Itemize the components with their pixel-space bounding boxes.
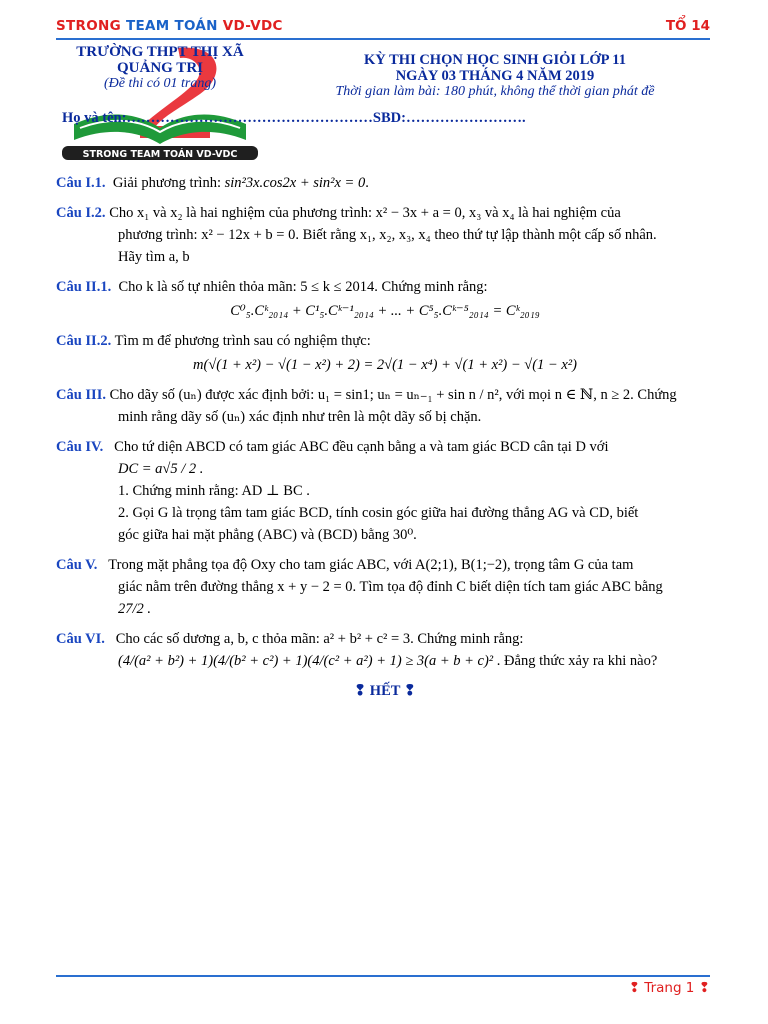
question-label: Câu III.	[56, 387, 106, 403]
question-ii2	[56, 330, 714, 376]
question-line: Trong mặt phẳng tọa độ Oxy cho tam giác ABC, với A(2;1), B(1;−2), trọng tâm G của tam	[108, 557, 634, 573]
brand-part-strong: STRONG	[56, 18, 121, 34]
question-label: Câu V.	[56, 557, 98, 573]
question-text: Giải phương trình:	[112, 175, 221, 191]
question-line: giác nằm trên đường thẳng x + y − 2 = 0. Tìm tọa độ đỉnh C biết diện tích tam giác ABC bằng	[118, 579, 663, 595]
question-subpart-2-cont: góc giữa hai mặt phẳng (ABC) và (BCD) bằng 30⁰.	[118, 527, 417, 543]
school-name-line1: TRƯỜNG THPT THỊ XÃ	[76, 44, 244, 60]
question-line: Cho x₁ và x₂ là hai nghiệm của phương trình: x² − 3x + a = 0, x₃ và x₄ là hai nghiệm của	[109, 205, 621, 221]
question-i2	[56, 202, 714, 268]
question-text: Tìm m để phương trình sau có nghiệm thực:	[114, 333, 371, 349]
question-i1	[56, 172, 714, 194]
question-display-formula: (4/(a² + b²) + 1)(4/(b² + c²) + 1)(4/(c² + a²) + 1) ≥ 3(a + b + c)²	[118, 653, 494, 669]
question-iv	[56, 436, 714, 546]
exam-title: KỲ THI CHỌN HỌC SINH GIỎI LỚP 11	[364, 52, 626, 68]
question-line: minh rằng dãy số (uₙ) xác định như trên là một dãy số bị chặn.	[118, 409, 482, 425]
question-list	[56, 172, 714, 702]
brand-part-team: TEAM TOÁN	[125, 18, 218, 34]
exam-block	[300, 52, 690, 100]
page-header	[56, 16, 710, 38]
question-display-formula: C⁰₅.Cᵏ₂₀₁₄ + C¹₅.Cᵏ⁻¹₂₀₁₄ + ... + C⁵₅.Cᵏ⁻⁵₂₀₁₄ = Cᵏ₂₀₁₉	[230, 303, 540, 319]
end-mark: ❢ HẾT ❢	[354, 683, 416, 699]
question-subpart-2: 2. Gọi G là trọng tâm tam giác BCD, tính cosin góc giữa hai đường thẳng AG và CD, biết	[118, 505, 639, 521]
page-number: ❢ Trang 1 ❢	[628, 980, 710, 996]
question-label: Câu II.2.	[56, 333, 112, 349]
question-line: Hãy tìm a, b	[118, 249, 190, 265]
school-name-line2: QUẢNG TRỊ	[117, 60, 203, 76]
student-info-line: Họ và tên:……………………………………………SBD:…………………….	[62, 110, 526, 126]
question-line: phương trình: x² − 12x + b = 0. Biết rằng x₁, x₂, x₃, x₄ theo thứ tự lập thành một cấp số nhân.	[118, 227, 657, 243]
question-v	[56, 554, 714, 620]
question-end: .	[365, 175, 369, 191]
question-label: Câu I.1.	[56, 175, 106, 191]
question-text: Cho k là số tự nhiên thỏa mãn: 5 ≤ k ≤ 2014. Chứng minh rằng:	[118, 279, 488, 295]
question-label: Câu II.1.	[56, 279, 112, 295]
question-subpart-1: 1. Chứng minh rằng: AD ⊥ BC .	[118, 483, 310, 499]
footer-divider	[56, 975, 710, 977]
question-label: Câu I.2.	[56, 205, 106, 221]
question-label: Câu IV.	[56, 439, 104, 455]
question-math: sin²3x.cos2x + sin²x = 0	[224, 175, 366, 191]
question-ii1	[56, 276, 714, 322]
school-block	[60, 44, 260, 92]
question-line: DC = a√5 / 2 .	[118, 461, 204, 477]
question-line: Cho tứ diện ABCD có tam giác ABC đều cạnh bằng a và tam giác BCD cân tại D với	[114, 439, 609, 455]
team-label: TỔ 14	[665, 18, 710, 34]
question-display-formula: m(√(1 + x²) − √(1 − x²) + 2) = 2√(1 − x⁴) + √(1 + x²) − √(1 − x²)	[193, 357, 577, 373]
question-vi	[56, 628, 714, 672]
page-count-note: (Đề thi có 01 trang)	[104, 76, 216, 91]
exam-time: Thời gian làm bài: 180 phút, không thể thời gian phát đề	[335, 84, 655, 99]
header-divider	[56, 38, 710, 40]
exam-date: NGÀY 03 THÁNG 4 NĂM 2019	[395, 68, 595, 84]
logo-banner-text: STRONG TEAM TOÁN VD-VDC	[82, 149, 238, 160]
question-label: Câu VI.	[56, 631, 105, 647]
question-line: Cho các số dương a, b, c thỏa mãn: a² + b² + c² = 3. Chứng minh rằng:	[115, 631, 524, 647]
question-iii	[56, 384, 714, 428]
brand-title	[56, 18, 283, 34]
brand-part-vdc: VD-VDC	[222, 18, 283, 34]
question-line: 27/2 .	[118, 601, 152, 617]
question-end: . Đẳng thức xảy ra khi nào?	[496, 653, 658, 669]
question-line: Cho dãy số (uₙ) được xác định bởi: u₁ = sin1; uₙ = uₙ₋₁ + sin n / n², với mọi n ∈ ℕ, n ≥ 2. Chứng	[109, 387, 677, 403]
